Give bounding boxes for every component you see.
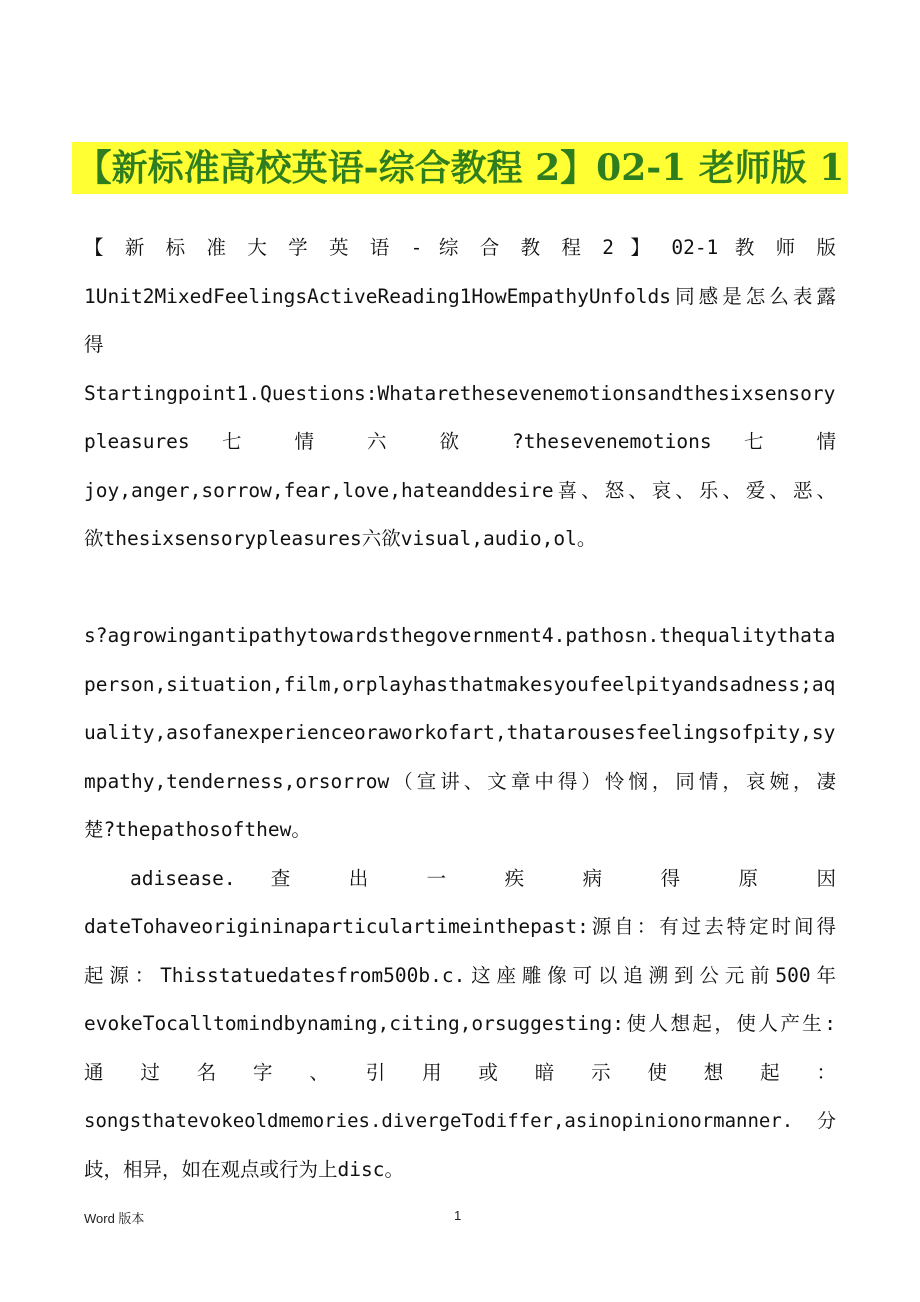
paragraph-line: dateTohaveorigininaparticulartimeinthepast:源自：有过去特定时间得 [84, 915, 836, 938]
page-number: 1 [454, 1208, 462, 1223]
document-body [84, 224, 836, 1194]
paragraph-line: 【 新 标 准 大 学 英 语 - 综 合 教 程 2 】 02-1 教 师 版 [84, 236, 836, 259]
document-title: 【新标准高校英语-综合教程 2】02-1 老师版 1 [72, 142, 849, 194]
paragraph-line: mpathy,tenderness,orsorrow（宣讲、文章中得）怜悯，同情，哀婉，凄 [84, 769, 836, 793]
paragraph-line: evokeTocalltomindbynaming,citing,orsuggesting:使人想起，使人产生: [84, 1012, 836, 1035]
paragraph-line: 1Unit2MixedFeelingsActiveReading1HowEmpathyUnfolds同感是怎么表露 [84, 284, 836, 308]
paragraph-line: 楚?thepathosofthew。 [84, 818, 311, 841]
paragraph-line: 歧，相异，如在观点或行为上disc。 [84, 1157, 404, 1181]
paragraph-line: 得 [84, 333, 104, 356]
paragraph-line: s?agrowingantipathytowardsthegovernment4.pathosn.thequalitythata [84, 624, 836, 647]
paragraph-line: joy,anger,sorrow,fear,love,hateanddesire喜、怒、哀、乐、爱、恶、 [84, 478, 836, 502]
paragraph-line: songsthatevokeoldmemories.divergeTodiffer,asinopinionormanner. 分 [84, 1110, 836, 1132]
paragraph-line: adisease. 查 出 一 疾 病 得 原 因 [130, 866, 836, 890]
paragraph-line: 通 过 名 字 、 引 用 或 暗 示 使 想 起 ： [84, 1060, 836, 1084]
paragraph-line: person,situation,film,orplayhasthatmakesyoufeelpityandsadness;aq [84, 672, 836, 696]
paragraph-gap [84, 564, 836, 613]
title-container [0, 142, 920, 194]
paragraph-line: pleasures 七 情 六 欲 ?thesevenemotions 七 情 [84, 430, 836, 453]
paragraph-line: 欲thesixsensorypleasures六欲visual,audio,ol。 [84, 527, 597, 550]
paragraph-line: Startingpoint1.Questions:Whatarethesevenemotionsandthesixsensory [84, 381, 836, 405]
paragraph-line: uality,asofanexperienceoraworkofart,thatarousesfeelingsofpity,sy [84, 721, 836, 744]
footer-label: Word 版本 [84, 1211, 145, 1226]
paragraph-line: 起源：Thisstatuedatesfrom500b.c.这座雕像可以追溯到公元前500年 [84, 963, 836, 987]
